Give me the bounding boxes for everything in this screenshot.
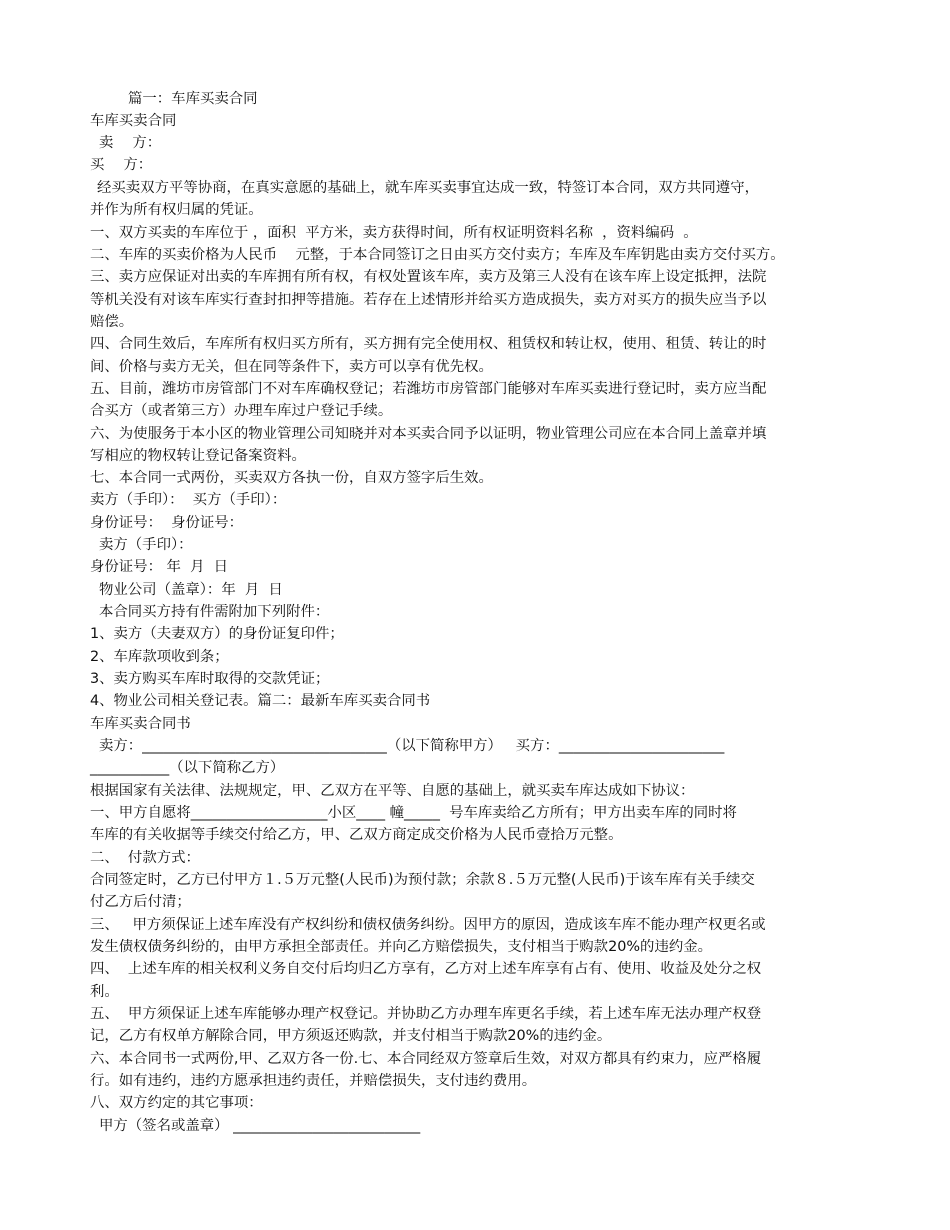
attachment-item: 4、物业公司相关登记表。篇二：最新车库买卖合同书	[90, 693, 431, 709]
article-3: 三、 甲方须保证上述车库没有产权纠纷和债权债务纠纷。因甲方的原因，造成该车库不能办理产权更名或	[90, 917, 766, 933]
paragraph-line: 间、价格与卖方无关，但在同等条件下，卖方可以享有优先权。	[90, 359, 493, 375]
paragraph-line: 付乙方后付清；	[90, 894, 191, 910]
seller-line: 卖 方：	[99, 135, 162, 151]
article-2: 二、 付款方式：	[90, 850, 200, 866]
clause-6: 六、为使服务于本小区的物业管理公司知晓并对本买卖合同予以证明，物业管理公司应在本合同上盖章并填	[90, 426, 767, 442]
contract-title-2: 车库买卖合同书	[90, 716, 191, 732]
attachment-item: 3、卖方购买车库时取得的交款凭证；	[90, 671, 330, 687]
attachments-intro: 本合同买方持有件需附加下列附件：	[99, 604, 330, 620]
id-number-line: 身份证号： 身份证号：	[90, 515, 244, 531]
section-title-1: 篇一：车库买卖合同	[128, 91, 258, 107]
clause-4: 四、合同生效后，车库所有权归买方所有，买方拥有完全使用权、租赁权和转让权，使用、租赁、转让的时	[90, 336, 767, 352]
contract-title: 车库买卖合同	[90, 113, 177, 129]
paragraph-line: 合同签定时，乙方已付甲方１.５万元整(人民币)为预付款；余款８.５万元整(人民币)于该车库有关手续交	[90, 872, 755, 888]
article-5: 五、 甲方须保证上述车库能够办理产权登记。并协助乙方办理车库更名手续，若上述车库无法办理产权登	[90, 1006, 762, 1022]
property-company-line: 物业公司（盖章）：年 月 日	[99, 582, 283, 598]
parties-line: 卖方：__________________________________（以下简称甲方） 买方：_______________________	[99, 738, 725, 754]
parties-line: ___________（以下简称乙方）	[90, 760, 285, 776]
article-1: 一、甲方自愿将___________________小区____ 幢_____ 号车库卖给乙方所有；甲方出卖车库的同时将	[90, 805, 737, 821]
article-4: 四、 上述车库的相关权利义务自交付后均归乙方享有，乙方对上述车库享有占有、使用、收益及处分之权	[90, 961, 762, 977]
paragraph-line: 经买卖双方平等协商，在真实意愿的基础上，就车库买卖事宜达成一致，特签订本合同，双方共同遵守，	[97, 180, 759, 196]
id-date-line: 身份证号： 年 月 日	[90, 559, 228, 575]
paragraph-line: 合买方（或者第三方）办理车库过户登记手续。	[90, 403, 393, 419]
party-a-signature: 甲方（签名或盖章） __________________________	[99, 1118, 421, 1134]
attachment-item: 2、车库款项收到条；	[90, 649, 229, 665]
paragraph-line: 行。如有违约，违约方愿承担违约责任，并赔偿损失，支付违约费用。	[90, 1073, 537, 1089]
article-8: 八、双方约定的其它事项：	[90, 1095, 263, 1111]
clause-5: 五、目前，潍坊市房管部门不对车库确权登记；若潍坊市房管部门能够对车库买卖进行登记时，卖方应当配	[90, 381, 767, 397]
paragraph-line: 并作为所有权归属的凭证。	[90, 202, 263, 218]
paragraph-line: 记，乙方有权单方解除合同，甲方须返还购款，并支付相当于购款20%的违约金。	[90, 1028, 612, 1044]
paragraph-line: 利。	[90, 984, 119, 1000]
buyer-line: 买 方：	[90, 157, 153, 173]
clause-1: 一、双方买卖的车库位于 ，面积 平方米，卖方获得时间，所有权证明资料名称 ，资料编码 。	[90, 225, 698, 241]
clause-7: 七、本合同一式两份，买卖双方各执一份，自双方签字后生效。	[90, 470, 493, 486]
preamble: 根据国家有关法律、法规规定，甲、乙双方在平等、自愿的基础上，就买卖车库达成如下协议：	[90, 783, 695, 799]
paragraph-line: 赔偿。	[90, 314, 134, 330]
paragraph-line: 等机关没有对该车库实行查封扣押等措施。若存在上述情形并给买方造成损失，卖方对买方的损失应当予以	[90, 292, 767, 308]
clause-3: 三、卖方应保证对出卖的车库拥有所有权，有权处置该车库，卖方及第三人没有在该车库上设定抵押，法院	[90, 269, 767, 285]
paragraph-line: 发生债权债务纠纷的，由甲方承担全部责任。并向乙方赔偿损失，支付相当于购款20%的违约金。	[90, 939, 713, 955]
article-6-7: 六、本合同书一式两份,甲、乙双方各一份.七、本合同经双方签章后生效，对双方都具有约束力，应严格履	[90, 1051, 762, 1067]
paragraph-line: 车库的有关收据等手续交付给乙方，甲、乙双方商定成交价格为人民币壹拾万元整。	[90, 827, 623, 843]
clause-2: 二、车库的买卖价格为人民币 元整，于本合同签订之日由买方交付卖方；车库及车库钥匙由卖方交付买方。	[90, 247, 785, 263]
paragraph-line: 写相应的物权转让登记备案资料。	[90, 448, 306, 464]
signature-line: 卖方（手印）： 买方（手印）：	[90, 492, 287, 508]
signature-line: 卖方（手印）：	[99, 537, 193, 553]
attachment-item: 1、卖方（夫妻双方）的身份证复印件；	[90, 626, 344, 642]
